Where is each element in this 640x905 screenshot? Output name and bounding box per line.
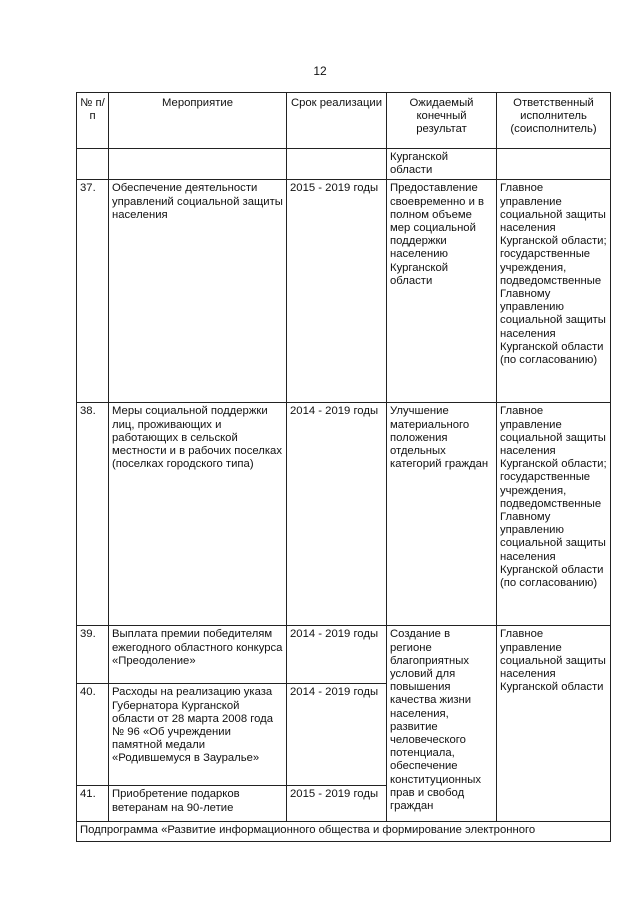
cell-num: 39. bbox=[77, 626, 109, 684]
table-row bbox=[77, 403, 611, 626]
header-executor: Ответственный исполнитель (соисполнитель) bbox=[497, 93, 611, 149]
cell-executor: Главное управление социальной защиты населения Курганской области; государственные учреждения, подведомственные Главному управлению социальной защиты населения Курганской области (по согласованию) bbox=[497, 403, 611, 626]
cell-term: 2014 - 2019 годы bbox=[287, 684, 387, 786]
header-result: Ожидаемый конечный результат bbox=[387, 93, 497, 149]
table-row bbox=[77, 626, 611, 684]
cell-event: Приобретение подарков ветеранам на 90-летие bbox=[109, 786, 287, 822]
table-row-continuation bbox=[77, 149, 611, 180]
table-row bbox=[77, 786, 611, 822]
cell-term: 2014 - 2019 годы bbox=[287, 626, 387, 684]
cell-event: Расходы на реализацию указа Губернатора Курганской области от 28 марта 2008 года № 96 «Об учреждении памятной медали «Родившемуся в Зауралье» bbox=[109, 684, 287, 786]
cell-term: 2015 - 2019 годы bbox=[287, 180, 387, 403]
page-number: 12 bbox=[313, 64, 327, 78]
cell-executor-merged: Главное управление социальной защиты населения Курганской области bbox=[497, 626, 611, 786]
cell-result: Предоставление своевременно и в полном объеме мер социальной поддержки населению Курганской области bbox=[387, 180, 497, 403]
cell-event: Выплата премии победителям ежегодного областного конкурса «Преодоление» bbox=[109, 626, 287, 684]
cell-num: 37. bbox=[77, 180, 109, 403]
cell-num: 41. bbox=[77, 786, 109, 822]
cell-num: 38. bbox=[77, 403, 109, 626]
header-term: Срок реализации bbox=[287, 93, 387, 149]
cell-result-merged: Создание в регионе благоприятных условий для повышения качества жизни населения, развитие человеческого потенциала, обеспечение конституционных прав и свобод граждан bbox=[387, 626, 497, 822]
cell-term: 2015 - 2019 годы bbox=[287, 786, 387, 822]
cell-num: 40. bbox=[77, 684, 109, 786]
cell-term: 2014 - 2019 годы bbox=[287, 403, 387, 626]
cell-event: Меры социальной поддержки лиц, проживающих и работающих в сельской местности и в рабочих поселках (поселках городского типа) bbox=[109, 403, 287, 626]
subprogram-row bbox=[77, 822, 611, 842]
header-num: № п/п bbox=[77, 93, 109, 149]
cell-result: Улучшение материального положения отдельных категорий граждан bbox=[387, 403, 497, 626]
header-event: Мероприятие bbox=[109, 93, 287, 149]
cell-result: Курганской области bbox=[387, 149, 497, 180]
subprogram-title: Подпрограмма «Развитие информационного общества и формирование электронного bbox=[77, 822, 611, 842]
table-header-row bbox=[77, 93, 611, 149]
cell-executor: Главное управление социальной защиты населения Курганской области; государственные учреждения, подведомственные Главному управлению социальной защиты населения Курганской области (по согласованию) bbox=[497, 180, 611, 403]
events-table bbox=[76, 92, 611, 842]
cell-event: Обеспечение деятельности управлений социальной защиты населения bbox=[109, 180, 287, 403]
table-row bbox=[77, 180, 611, 403]
